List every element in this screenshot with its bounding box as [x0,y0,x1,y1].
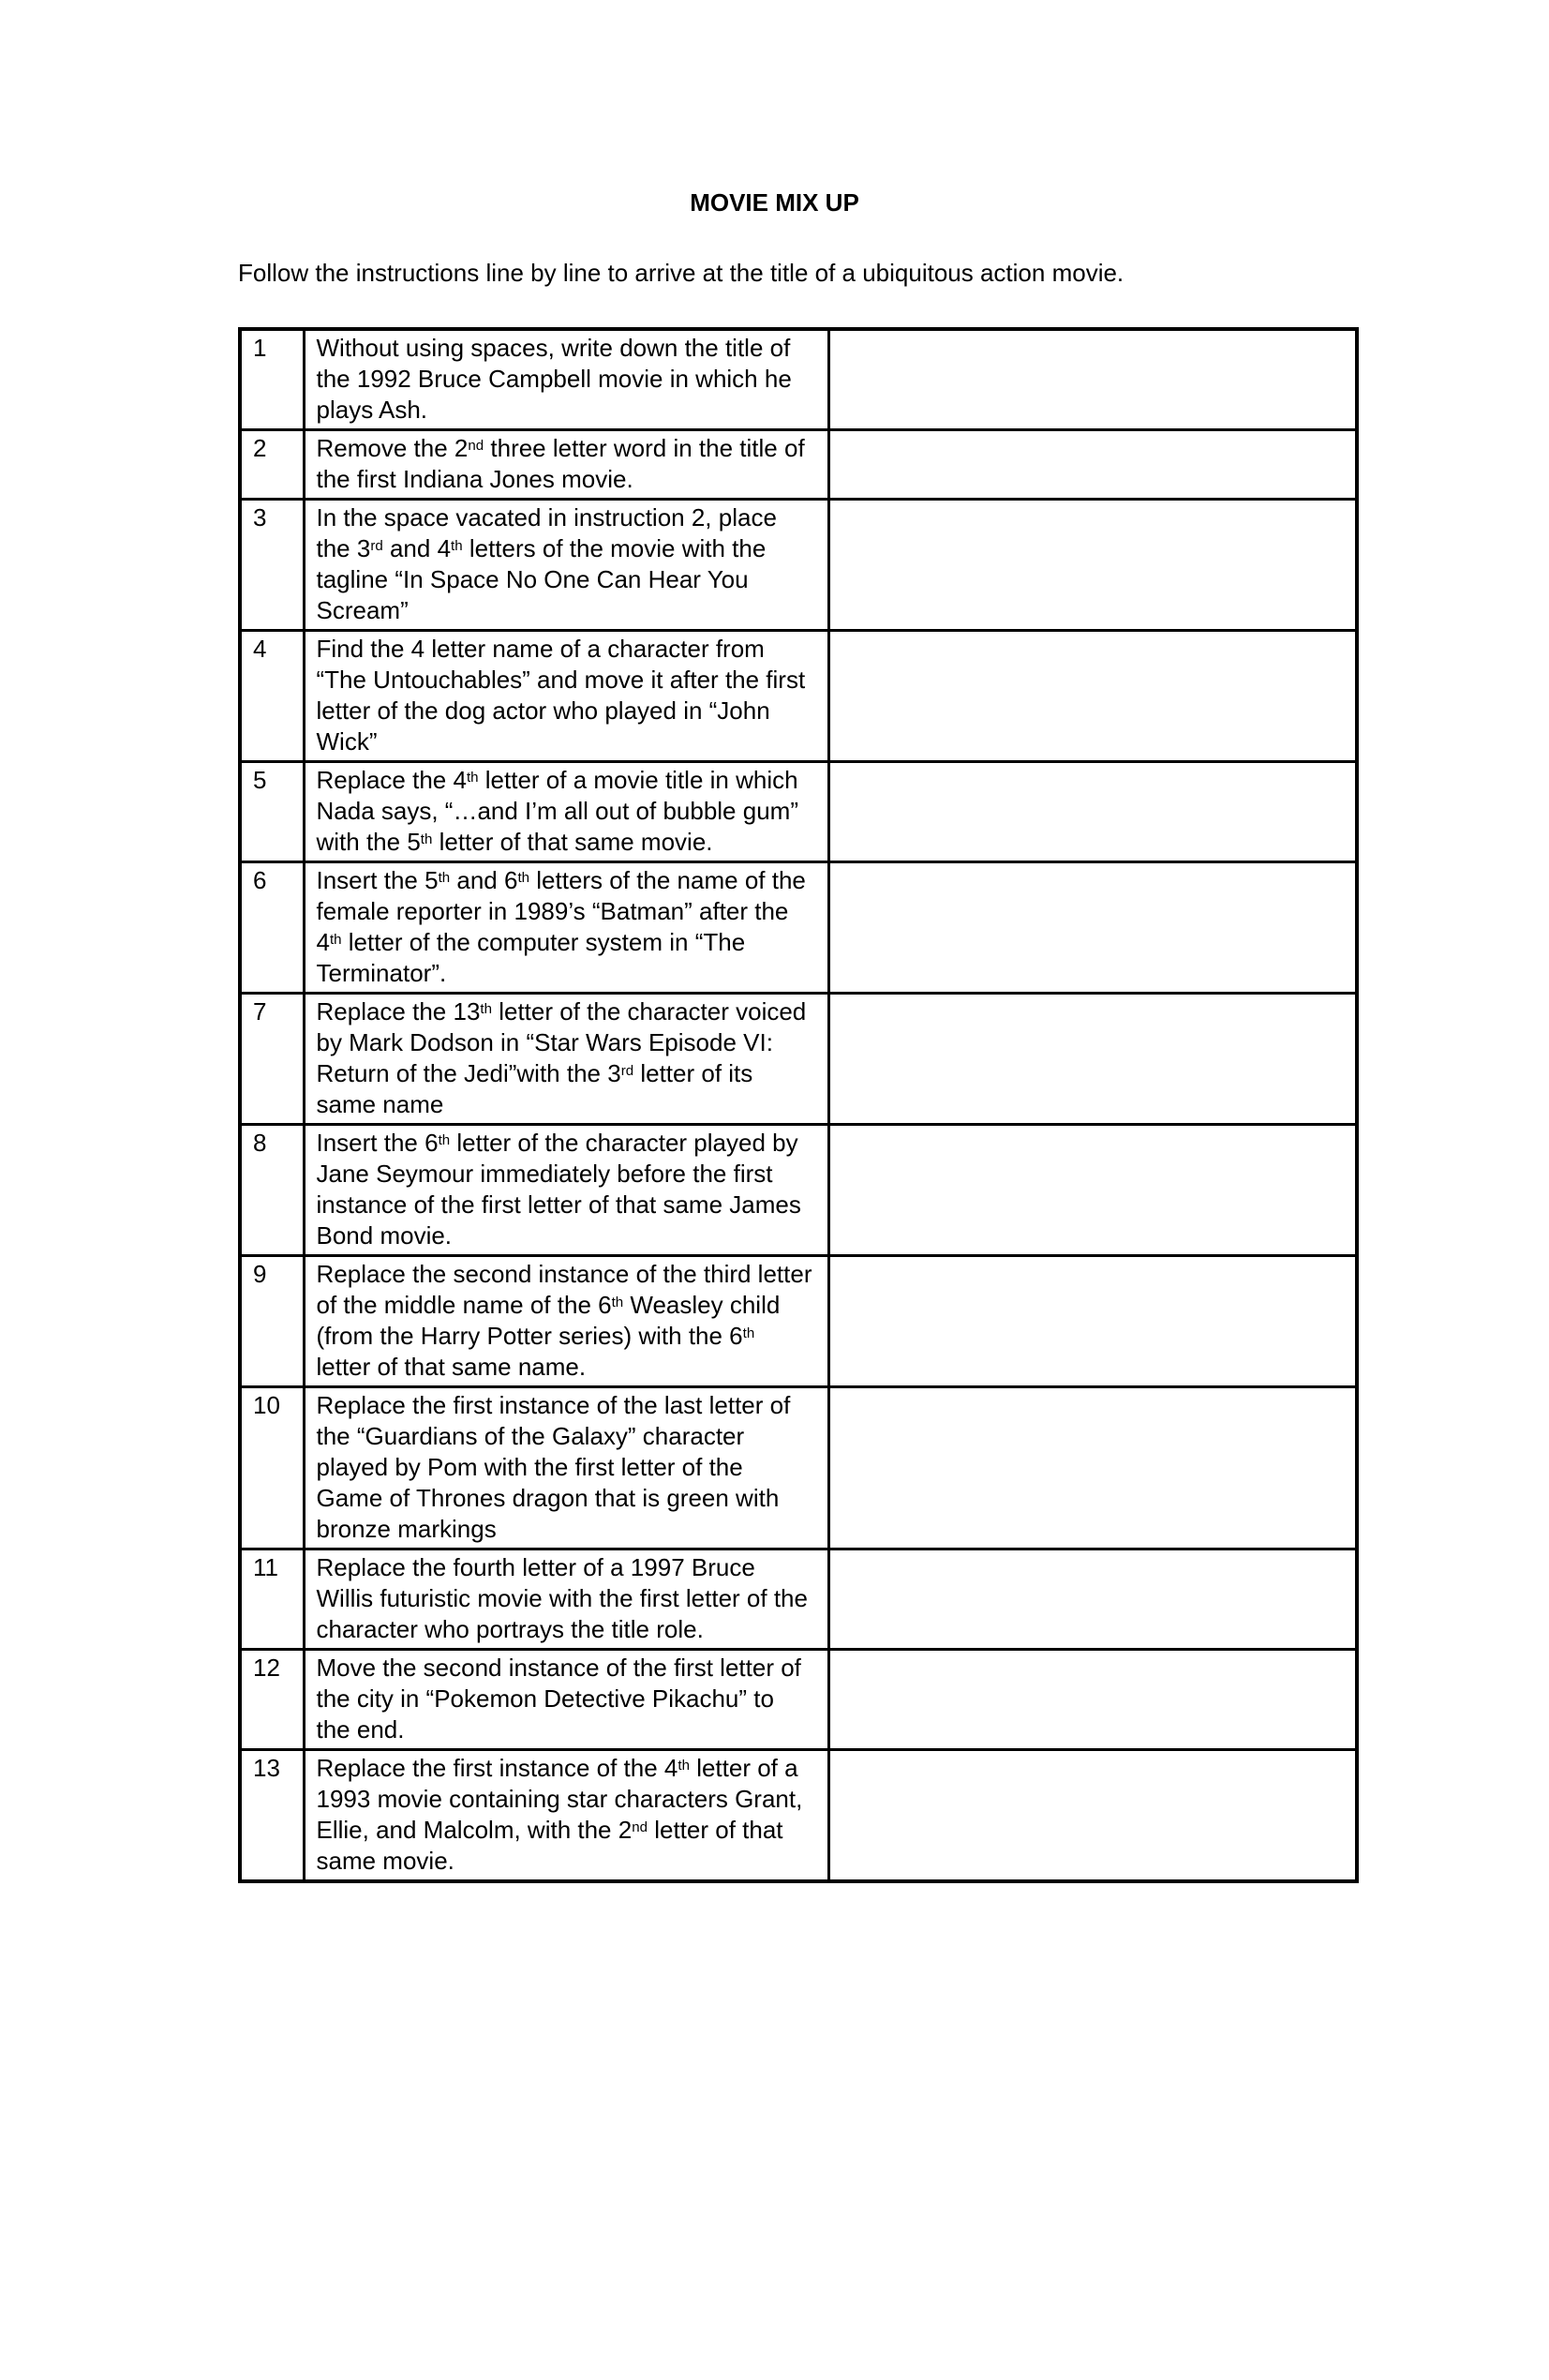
intro-text: Follow the instructions line by line to arrive at the title of a ubiquitous action movie. [238,259,1125,287]
answer-cell[interactable] [828,862,1357,994]
table-row [240,500,1357,631]
row-number: 6 [240,862,304,994]
ordinal-superscript: nd [632,1819,648,1836]
instruction-text: Find the 4 letter name of a character from “The Untouchables” and move it after the first letter of the dog actor who played in “John Wick” [304,631,828,762]
row-number: 13 [240,1750,304,1882]
row-number: 4 [240,631,304,762]
row-number: 8 [240,1125,304,1256]
instruction-text: Remove the 2nd three letter word in the title of the first Indiana Jones movie. [304,430,828,500]
answer-cell[interactable] [828,631,1357,762]
answer-cell[interactable] [828,1125,1357,1256]
answer-cell[interactable] [828,994,1357,1125]
row-number: 10 [240,1387,304,1549]
row-number: 2 [240,430,304,500]
row-number: 12 [240,1650,304,1750]
answer-cell[interactable] [828,329,1357,430]
table-row [240,631,1357,762]
ordinal-superscript: th [451,538,463,555]
row-number: 9 [240,1256,304,1387]
ordinal-superscript: th [420,831,433,848]
instruction-text: Replace the 4th letter of a movie title in which Nada says, “…and I’m all out of bubble gum” with the 5th letter of that same movie. [304,762,828,862]
answer-cell[interactable] [828,1650,1357,1750]
table-row [240,994,1357,1125]
ordinal-superscript: th [611,1295,624,1311]
answer-cell[interactable] [828,1549,1357,1650]
instruction-text: Insert the 5th and 6th letters of the name of the female reporter in 1989’s “Batman” after the 4th letter of the computer system in “The Terminator”. [304,862,828,994]
answer-cell[interactable] [828,1256,1357,1387]
ordinal-superscript: th [480,1001,492,1018]
instruction-text: Replace the first instance of the 4th letter of a 1993 movie containing star characters Grant, Ellie, and Malcolm, with the 2nd letter of that same movie. [304,1750,828,1882]
ordinal-superscript: th [438,1132,451,1149]
answer-cell[interactable] [828,1750,1357,1882]
row-number: 11 [240,1549,304,1650]
table-row [240,329,1357,430]
table-row [240,1256,1357,1387]
instruction-text: Replace the first instance of the last letter of the “Guardians of the Galaxy” character played by Pom with the first letter of the Game of Thrones dragon that is green with bronze markings [304,1387,828,1549]
answer-cell[interactable] [828,500,1357,631]
answer-cell[interactable] [828,762,1357,862]
row-number: 5 [240,762,304,862]
answer-cell[interactable] [828,1387,1357,1549]
instruction-text: In the space vacated in instruction 2, place the 3rd and 4th letters of the movie with the tagline “In Space No One Can Hear You Scream” [304,500,828,631]
table-row [240,1750,1357,1882]
ordinal-superscript: th [466,770,479,786]
page-title: MOVIE MIX UP [690,188,859,217]
row-number: 3 [240,500,304,631]
ordinal-superscript: th [438,870,451,887]
ordinal-superscript: th [517,870,530,887]
instructions-table [238,327,1359,1883]
table-row [240,1125,1357,1256]
answer-cell[interactable] [828,430,1357,500]
table-row [240,1387,1357,1549]
table-row [240,430,1357,500]
ordinal-superscript: rd [370,538,383,555]
instruction-text: Without using spaces, write down the title of the 1992 Bruce Campbell movie in which he plays Ash. [304,329,828,430]
instruction-text: Move the second instance of the first letter of the city in “Pokemon Detective Pikachu” to the end. [304,1650,828,1750]
row-number: 7 [240,994,304,1125]
row-number: 1 [240,329,304,430]
table-row [240,1650,1357,1750]
ordinal-superscript: th [742,1325,755,1342]
ordinal-superscript: th [678,1758,690,1774]
table-row [240,1549,1357,1650]
instruction-text: Replace the second instance of the third letter of the middle name of the 6th Weasley child (from the Harry Potter series) with the 6th letter of that same name. [304,1256,828,1387]
ordinal-superscript: rd [620,1063,634,1080]
ordinal-superscript: th [329,932,342,949]
table-row [240,762,1357,862]
instruction-text: Replace the 13th letter of the character voiced by Mark Dodson in “Star Wars Episode VI: Return of the Jedi”with the 3rd letter of its same name [304,994,828,1125]
document-page [0,187,1549,2380]
instruction-text: Replace the fourth letter of a 1997 Bruce Willis futuristic movie with the first letter of the character who portrays the title role. [304,1549,828,1650]
instruction-text: Insert the 6th letter of the character played by Jane Seymour immediately before the first instance of the first letter of that same James Bond movie. [304,1125,828,1256]
table-row [240,862,1357,994]
ordinal-superscript: nd [468,438,484,455]
